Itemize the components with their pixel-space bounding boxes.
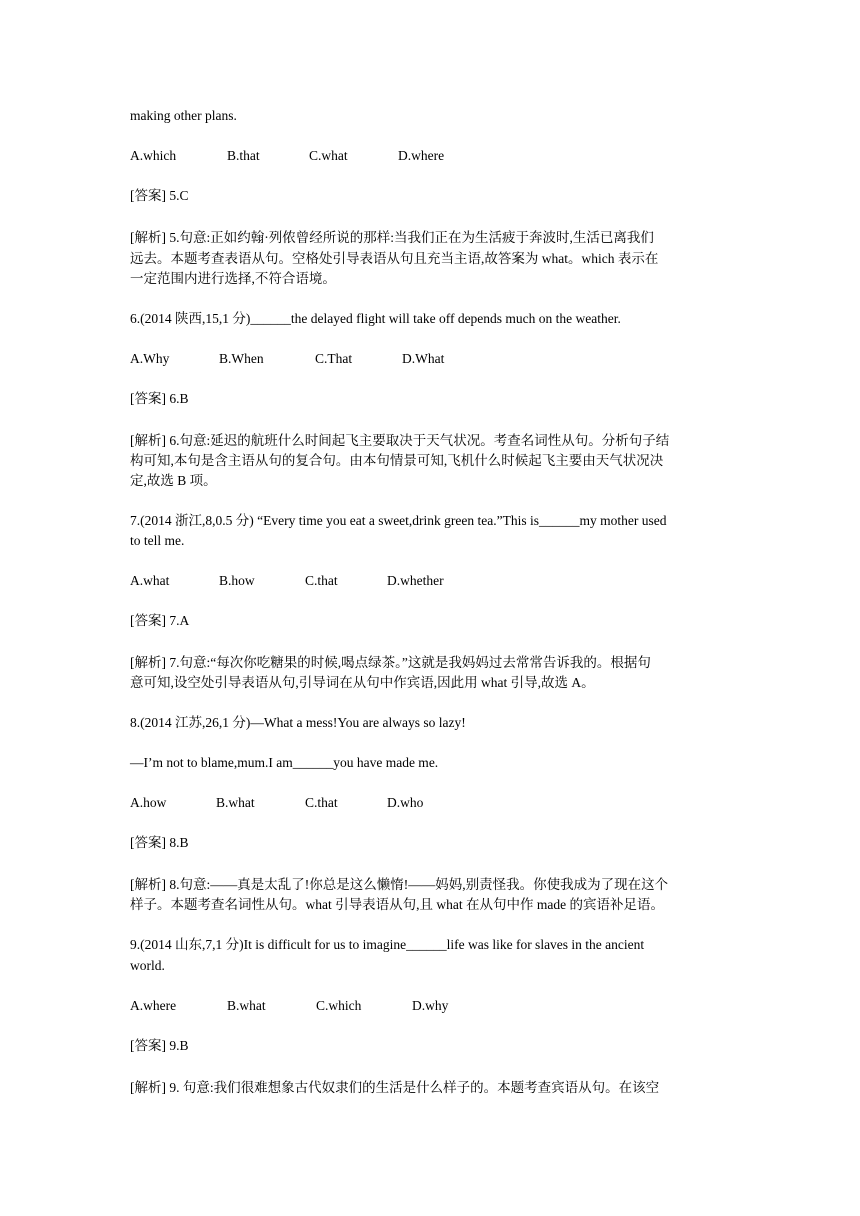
explanation-line: 构可知,本句是含主语从句的复合句。由本句情景可知,飞机什么时候起飞主要由天气状况决: [130, 453, 664, 468]
text-line: making other plans.: [130, 108, 237, 123]
question-line: 9.(2014 山东,7,1 分)It is difficult for us to imagine______life was like for slaves in the ancient: [130, 937, 645, 952]
option: A.where: [130, 998, 177, 1013]
answer-line: [答案] 8.B: [130, 835, 189, 850]
answer-line: [答案] 7.A: [130, 613, 190, 628]
explanation-line: 定,故选 B 项。: [130, 473, 217, 488]
option: D.whether: [387, 573, 444, 588]
option: A.what: [130, 573, 170, 588]
question-line: 7.(2014 浙江,8,0.5 分) “Every time you eat a sweet,drink green tea.”This is______my mother used: [130, 513, 667, 528]
option: A.how: [130, 795, 167, 810]
question-line: 8.(2014 江苏,26,1 分)—What a mess!You are always so lazy!: [130, 715, 466, 730]
option: C.that: [305, 795, 338, 810]
option: C.which: [316, 998, 362, 1013]
option: B.When: [219, 351, 264, 366]
explanation-line: [解析] 9. 句意:我们很难想象古代奴隶们的生活是什么样子的。本题考查宾语从句。在该空: [130, 1080, 660, 1095]
option: D.where: [398, 148, 445, 163]
question-line: —I’m not to blame,mum.I am______you have made me.: [130, 755, 439, 770]
option: B.what: [227, 998, 266, 1013]
explanation-line: [解析] 7.句意:“每次你吃糖果的时候,喝点绿茶。”这就是我妈妈过去常常告诉我的。根据句: [130, 655, 651, 670]
question-line: 6.(2014 陕西,15,1 分)______the delayed flight will take off depends much on the weather.: [130, 311, 621, 326]
option: B.what: [216, 795, 255, 810]
answer-line: [答案] 6.B: [130, 391, 189, 406]
explanation-line: [解析] 6.句意:延迟的航班什么时间起飞主要取决于天气状况。考查名词性从句。分析句子结: [130, 433, 670, 448]
explanation-line: 远去。本题考查表语从句。空格处引导表语从句且充当主语,故答案为 what。which 表示在: [130, 251, 659, 266]
option: C.That: [315, 351, 353, 366]
question-line: to tell me.: [130, 533, 185, 548]
option: A.which: [130, 148, 177, 163]
answer-line: [答案] 9.B: [130, 1038, 189, 1053]
option: D.who: [387, 795, 424, 810]
option: B.that: [227, 148, 260, 163]
option: C.that: [305, 573, 338, 588]
answer-line: [答案] 5.C: [130, 188, 189, 203]
explanation-line: 样子。本题考查名词性从句。what 引导表语从句,且 what 在从句中作 made 的宾语补足语。: [130, 897, 664, 912]
option: D.What: [402, 351, 445, 366]
explanation-line: 一定范围内进行选择,不符合语境。: [130, 271, 336, 286]
option: A.Why: [130, 351, 170, 366]
explanation-line: [解析] 5.句意:正如约翰·列侬曾经所说的那样:当我们正在为生活疲于奔波时,生活已离我们: [130, 230, 654, 245]
explanation-line: [解析] 8.句意:——真是太乱了!你总是这么懒惰!——妈妈,别责怪我。你使我成为了现在这个: [130, 877, 669, 892]
option: B.how: [219, 573, 255, 588]
option: D.why: [412, 998, 449, 1013]
question-line: world.: [130, 958, 165, 973]
option: C.what: [309, 148, 348, 163]
explanation-line: 意可知,设空处引导表语从句,引导词在从句中作宾语,因此用 what 引导,故选 A。: [130, 675, 595, 690]
